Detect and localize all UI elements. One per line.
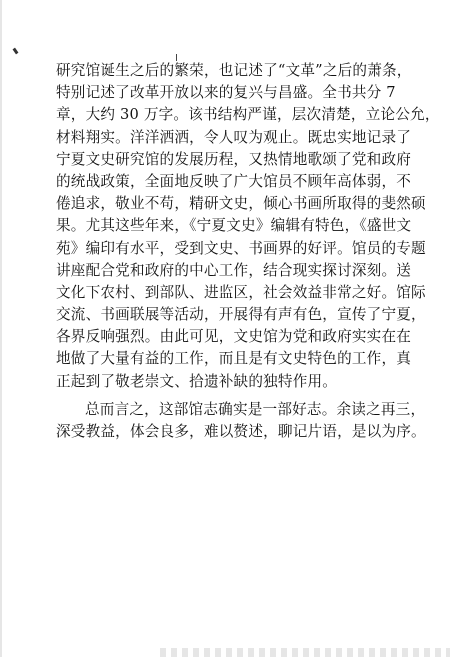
scan-bottom-bleed bbox=[160, 648, 450, 657]
paragraph-1 bbox=[56, 60, 440, 393]
paragraph-2 bbox=[56, 399, 426, 443]
scan-speck bbox=[13, 48, 19, 55]
text-line: 总而言之，这部馆志确实是一部好志。余读之再三， bbox=[85, 400, 426, 418]
text-line: 文化下农村、到部队、进监区，社会效益非常之好。馆际 bbox=[56, 283, 426, 301]
text-line: 倦追求，敬业不苟，精研文史，倾心书画所取得的斐然硕 bbox=[56, 195, 426, 213]
text-line: 材料翔实。洋洋洒洒，令人叹为观止。既忠实地记录了 bbox=[56, 128, 412, 146]
text-line: 苑》编印有水平，受到文史、书画界的好评。馆员的专题 bbox=[56, 239, 426, 257]
text-line: 果。尤其这些年来，《宁夏文史》编辑有特色，《盛世文 bbox=[56, 217, 412, 235]
text-line: 各界反响强烈。由此可见，文史馆为党和政府实实在在 bbox=[56, 328, 412, 346]
text-line: 深受教益，体会良多，难以赘述，聊记片语，是以为序。 bbox=[56, 423, 426, 440]
text-line: 地做了大量有益的工作，而且是有文史特色的工作，真 bbox=[56, 350, 412, 368]
text-line: 宁夏文史研究馆的发展历程，又热情地歌颂了党和政府 bbox=[56, 150, 412, 168]
text-line: 讲座配合党和政府的中心工作，结合现实探讨深刻。送 bbox=[56, 261, 412, 279]
text-line: 交流、书画联展等活动，开展得有声有色，宣传了宁夏， bbox=[56, 306, 426, 324]
text-line: 特别记述了改革开放以来的复兴与昌盛。全书共分 7 bbox=[56, 84, 396, 102]
text-line: 的统战政策，全面地反映了广大馆员不顾年高体弱，不 bbox=[56, 172, 412, 190]
text-line: 研究馆诞生之后的繁荣，也记述了“文革”之后的萧条， bbox=[56, 62, 412, 79]
scan-left-edge bbox=[0, 0, 2, 657]
text-line: 正起到了敬老崇文、拾遗补缺的独特作用。 bbox=[56, 372, 338, 390]
text-line: 章，大约 30 万字。该书结构严谨，层次清楚，立论公允， bbox=[56, 106, 440, 124]
body-text bbox=[56, 60, 440, 443]
